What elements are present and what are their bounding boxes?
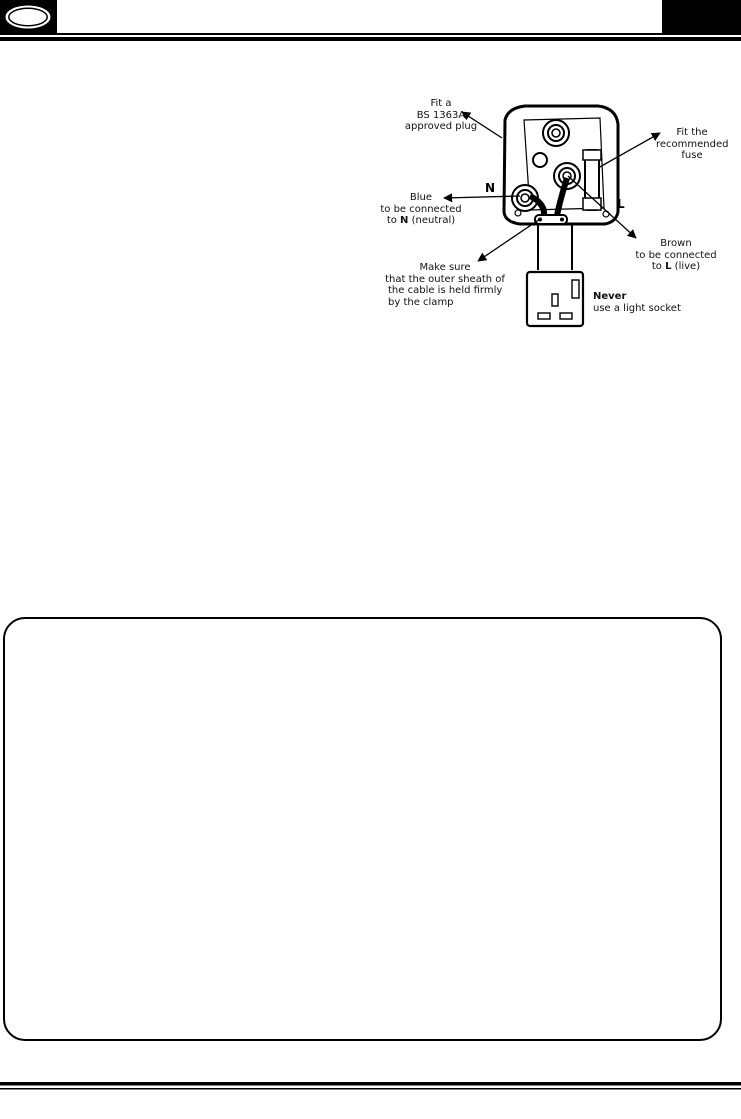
page-footer-rule [0, 1082, 741, 1102]
neutral-letter: N [485, 181, 496, 195]
notice-box [3, 617, 722, 1041]
callout-clamp: Make sure that the outer sheath of the cable is held firmly by the clamp [385, 262, 505, 308]
callout-fuse: Fit the recommended fuse [656, 127, 729, 161]
callout-plug: Fit a BS 1363A approved plug [404, 98, 478, 132]
page-header [0, 0, 741, 46]
callout-socket: Never use a light socket [593, 291, 681, 314]
callout-blue-wire: Blue to be connected to N (neutral) [380, 192, 462, 226]
callout-brown-wire: Brown to be connected to L (live) [635, 238, 717, 272]
live-letter: L [617, 197, 625, 211]
